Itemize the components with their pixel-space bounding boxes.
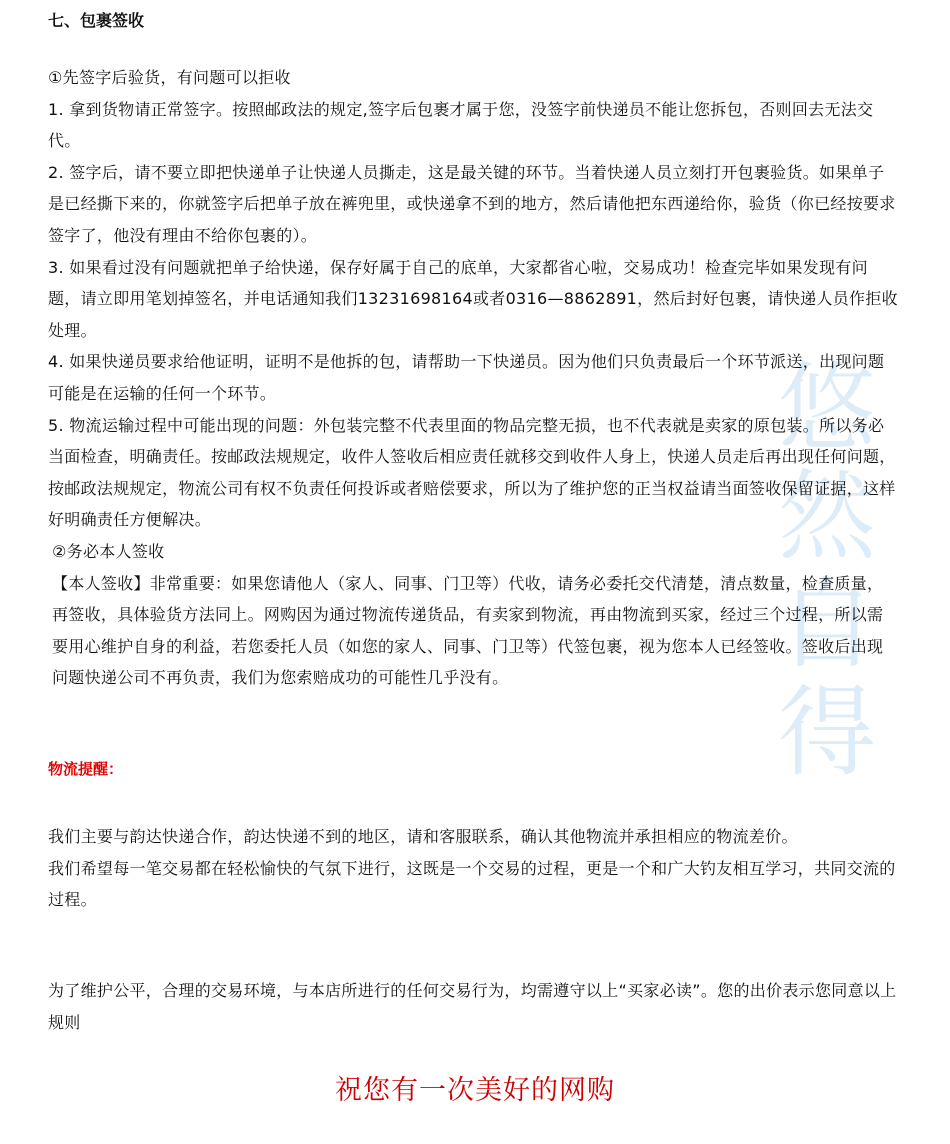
watermark-text: 悠 然 自 得 (777, 352, 876, 790)
point-3: 3. 如果看过没有问题就把单子给快递，保存好属于自己的底单，大家都省心啦，交易成功！检查完毕如果发现有问题，请立即用笔划掉签名，并电话通知我们13231698164或者0316—8862891，然后封好包裹，请快递人员作拒收处理。 (48, 257, 898, 340)
rules-text: 为了维护公平，合理的交易环境，与本店所进行的任何交易行为，均需遵守以上“买家必读”。您的出价表示您同意以上规则 (48, 981, 897, 1032)
logistics-line-2: 我们希望每一笔交易都在轻松愉快的气氛下进行，这既是一个交易的过程，更是一个和广大钓友相互学习，共同交流的过程。 (48, 858, 896, 910)
logistics-notes (48, 821, 898, 916)
logistics-line-1: 我们主要与韵达快递合作，韵达快递不到的地区，请和客服联系，确认其他物流并承担相应的物流差价。 (48, 827, 798, 846)
point-1: 1. 拿到货物请正常签字。按照邮政法的规定,签字后包裹才属于您，没签字前快递员不能让您拆包，否则回去无法交代。 (48, 99, 874, 151)
point-5: 5. 物流运输过程中可能出现的问题：外包装完整不代表里面的物品完整无损，也不代表就是卖家的原包装。所以务必当面检查，明确责任。按邮政法规规定，收件人签收后相应责任就移交到收件人身上，快递人员走后再出现任何问题，按邮政法规规定，物流公司有权不负责任何投诉或者赔偿要求，所以为了维护您的正当权益请当面签收保留证据，这样好明确责任方便解决。 (48, 415, 896, 530)
item2-title: ②务必本人签收 (52, 541, 165, 561)
item1-title: ①先签字后验货，有问题可以拒收 (48, 68, 291, 87)
closing-message: 祝您有一次美好的网购 (335, 1075, 615, 1106)
item2-text: 【本人签收】非常重要：如果您请他人（家人、同事、门卫等）代收，请务必委托交代清楚，清点数量，检查质量，再签收，具体验货方法同上。网购因为通过物流传递货品，有卖家到物流，再由物流到买家，经过三个过程，所以需要用心维护自身的利益，若您委托人员（如您的家人、同事、门卫等）代签包裹，视为您本人已经签收。签收后出现问题快递公司不再负责，我们为您索赔成功的可能性几乎没有。 (52, 573, 884, 688)
logistics-reminder-title: 物流提醒： (48, 760, 124, 778)
point-4: 4. 如果快递员要求给他证明，证明不是他拆的包，请帮助一下快递员。因为他们只负责最后一个环节派送，出现问题可能是在运输的任何一个环节。 (48, 352, 885, 403)
point-2: 2. 签字后，请不要立即把快递单子让快递人员撕走，这是最关键的环节。当着快递人员立刻打开包裹验货。如果单子是已经撕下来的，你就签字后把单子放在裤兜里，或快递拿不到的地方，然后请他把东西递给你，验货（你已经按要求签字了，他没有理由不给你包裹的）。 (48, 162, 896, 245)
signing-instructions (48, 62, 898, 694)
section-heading: 七、包裹签收 (48, 11, 145, 30)
rules-notice (48, 975, 898, 1038)
